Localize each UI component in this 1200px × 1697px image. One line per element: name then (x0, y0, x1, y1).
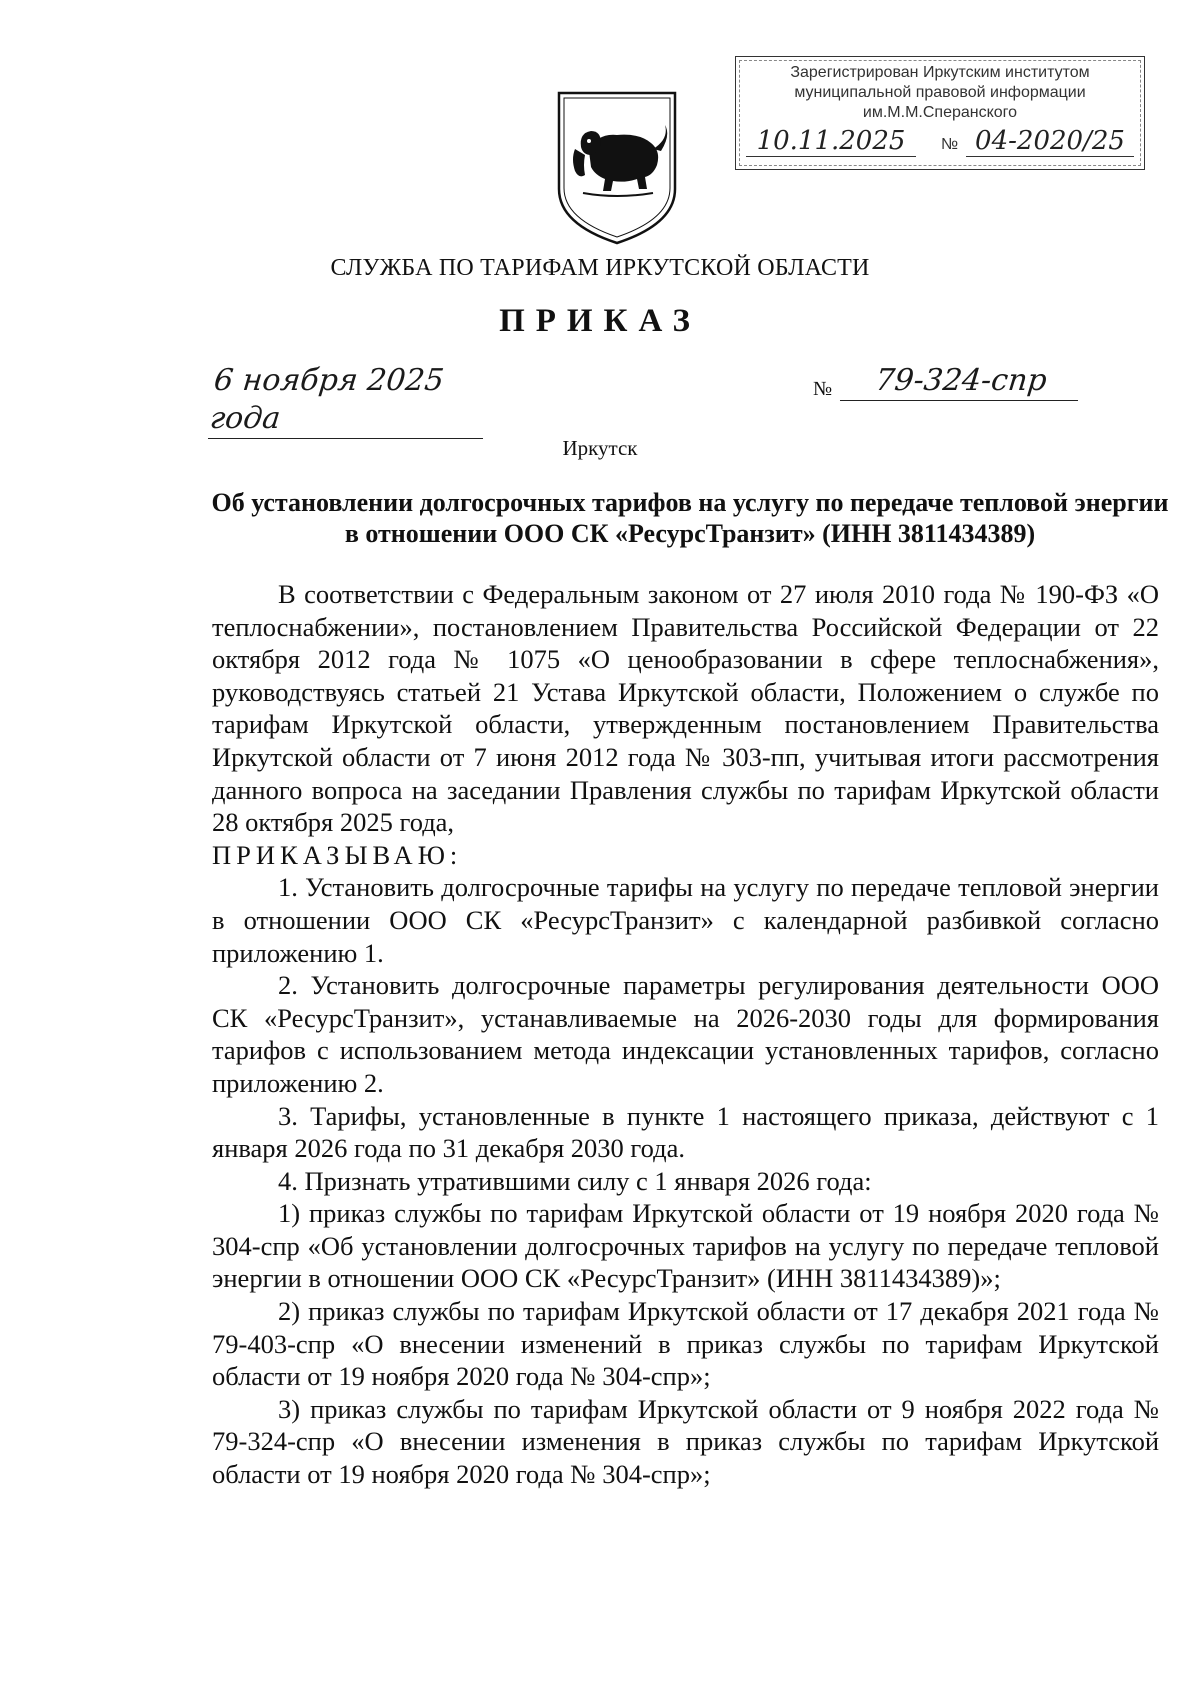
clause-1: 1. Установить долгосрочные тарифы на услугу по передаче тепловой энергии в отношении ООО СК «РесурсТранзит» с календарной разбивкой согласно приложению 1. (212, 872, 1159, 968)
stamp-date: 10.11.2025 (746, 126, 916, 157)
preamble-paragraph: В соответствии с Федеральным законом от 27 июля 2010 года № 190-ФЗ «О теплоснабжении», постановлением Правительства Российской Федерации от 22 октября 2012 года № 1075 «О ценообразовании в сфере теплоснабжения», руководствуясь статьей 21 Устава Иркутской области, Положением о службе по тарифам Иркутской области, утвержденным постановлением Правительства Иркутской области от 7 июня 2012 года № 303-пп, учитывая итоги рассмотрения данного вопроса на заседании Правления службы по тарифам Иркутской области 28 октября 2025 года, (212, 579, 1159, 838)
stamp-line-3: им.М.М.Сперанского (862, 104, 1018, 121)
stamp-registration-row (746, 123, 1134, 157)
handwritten-order-number: 79-324-спр (840, 362, 1082, 401)
clause-4-item-2: 2) приказ службы по тарифам Иркутской области от 17 декабря 2021 года № 79-403-спр «О внесении изменений в приказ службы по тарифам Иркутской области от 19 ноября 2020 года № 304-спр»; (212, 1296, 1159, 1392)
document-subject: Об установлении долгосрочных тарифов на услугу по передаче тепловой энергии в отношении ООО СК «РесурсТранзит» (ИНН 3811434389) (211, 488, 1169, 548)
stamp-line-1: Зарегистрирован Иркутским институтом (790, 64, 1090, 81)
clause-2: 2. Установить долгосрочные параметры регулирования деятельности ООО СК «РесурсТранзит», устанавливаемые на 2026-2030 годы для формирования тарифов с использованием метода индексации установленных тарифов, согласно приложению 2. (212, 970, 1159, 1098)
clause-4-item-3: 3) приказ службы по тарифам Иркутской области от 9 ноября 2022 года № 79-324-спр «О внесении изменения в приказ службы по тарифам Иркутской области от 19 ноября 2020 года № 304-спр»; (212, 1393, 1159, 1490)
document-type-title: ПРИКАЗ (499, 303, 701, 339)
clause-4-item-1: 1) приказ службы по тарифам Иркутской области от 19 ноября 2020 года № 304-спр «Об установлении долгосрочных тарифов на услугу по передаче тепловой энергии в отношении ООО СК «РесурсТранзит» (ИНН 3811434389)»; (212, 1198, 1159, 1294)
clause-4: 4. Признать утратившими силу с 1 января 2026 года: (278, 1165, 872, 1196)
stamp-number-label: № (941, 136, 959, 153)
city-name: Иркутск (562, 436, 638, 460)
order-number-label: № (813, 378, 833, 400)
document-body (212, 578, 1159, 1491)
registration-stamp (735, 56, 1145, 170)
agency-name: СЛУЖБА ПО ТАРИФАМ ИРКУТСКОЙ ОБЛАСТИ (330, 255, 870, 281)
handwritten-date: 6 ноября 2025 года (208, 362, 491, 439)
stamp-number: 04-2020/25 (966, 126, 1134, 157)
irkutsk-coat-of-arms-icon (553, 89, 681, 247)
order-word: ПРИКАЗЫВАЮ: (212, 839, 463, 870)
clause-3: 3. Тарифы, установленные в пункте 1 настоящего приказа, действуют с 1 января 2026 года по 31 декабря 2030 года. (212, 1100, 1159, 1164)
stamp-line-2: муниципальной правовой информации (794, 84, 1086, 101)
